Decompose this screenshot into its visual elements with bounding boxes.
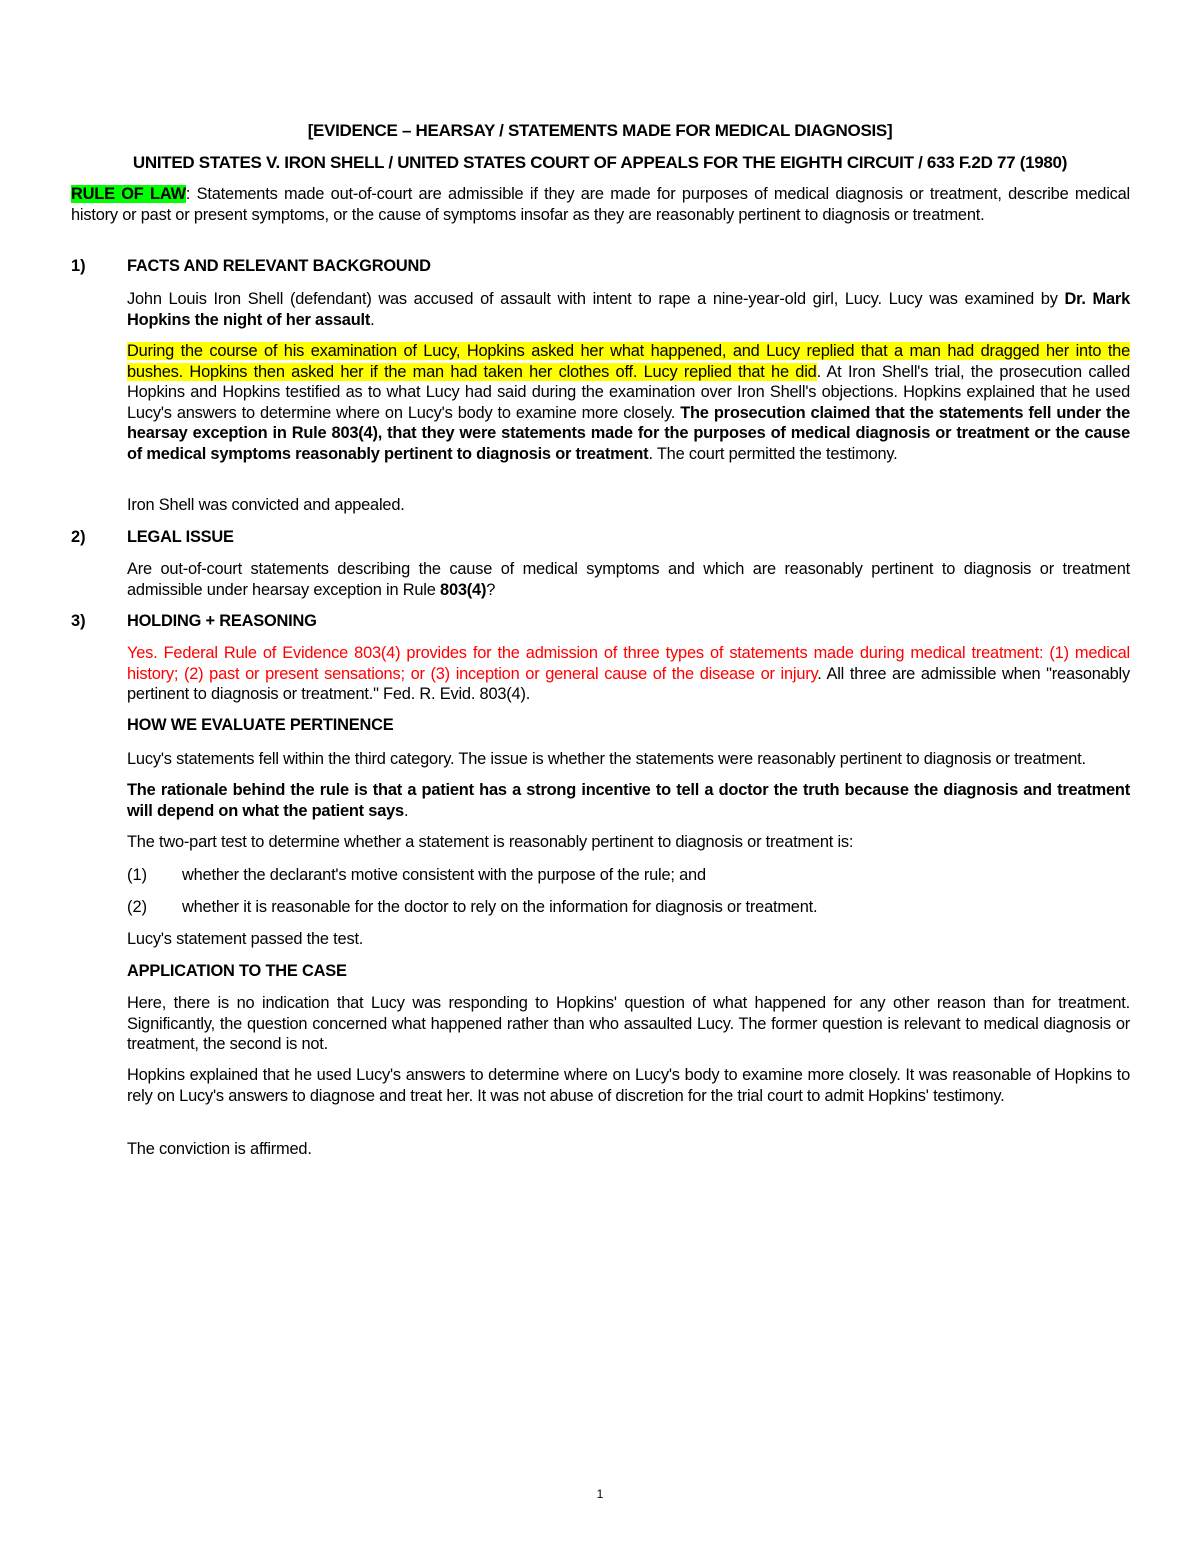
issue-end: ? [486,580,496,599]
facts-paragraph-1 [127,289,1130,330]
section-number-facts: 1) [71,257,86,275]
facts-p2-end: . The court permitted the testimony. [648,444,898,463]
issue-text: Are out-of-court statements describing the cause of medical symptoms and which are reasonably pertinent to diagnosis or treatment admissible under hearsay exception in Rule [127,560,1130,599]
document-topic: [EVIDENCE – HEARSAY / STATEMENTS MADE FOR MEDICAL DIAGNOSIS] [307,121,893,140]
section-number-issue: 2) [71,528,86,546]
subheading-application: APPLICATION TO THE CASE [127,962,347,980]
facts-p1-text: John Louis Iron Shell (defendant) was accused of assault with intent to rape a nine-year-old girl, Lucy. Lucy was examined by [127,290,1065,308]
issue-bold: 803(4) [440,580,487,599]
facts-paragraph-2 [127,341,1130,464]
facts-paragraph-3: Iron Shell was convicted and appealed. [127,496,405,514]
pertinence-paragraph-4: Lucy's statement passed the test. [127,930,364,948]
section-heading-facts: FACTS AND RELEVANT BACKGROUND [127,257,431,275]
page-number: 1 [596,1487,604,1501]
pertinence-paragraph-1: Lucy's statements fell within the third category. The issue is whether the statements were reasonably pertinent to diagnosis or treatment. [127,750,1086,768]
list-item-number: (2) [127,898,148,916]
case-caption: UNITED STATES V. IRON SHELL / UNITED STATES COURT OF APPEALS FOR THE EIGHTH CIRCUIT / 633 F.2D 77 (1980) [132,153,1068,172]
rule-of-law-text: : Statements made out-of-court are admissible if they are made for purposes of medical diagnosis or treatment, describe medical history or past or present symptoms, or the cause of symptoms insofar as they are reasonably pertinent to diagnosis or treatment. [71,185,1130,224]
pertinence-rationale-end: . [403,801,409,820]
application-paragraph-2: Hopkins explained that he used Lucy's answers to determine where on Lucy's body to examine more closely. It was reasonable of Hopkins to rely on Lucy's answers to diagnose and treat her. It was not abuse of discretion for the trial court to admit Hopkins' testimony. [127,1066,1130,1105]
list-item-text: whether it is reasonable for the doctor to rely on the information for diagnosis or treatment. [182,898,818,916]
facts-p1-bold: Dr. Mark Hopkins the night of her assault [127,290,1130,329]
application-paragraph-3: The conviction is affirmed. [127,1140,312,1158]
facts-p2-highlight: During the course of his examination of Lucy, Hopkins asked her what happened, and Lucy replied that a man had dragged her into the bushes. Hopkins then asked her if the man had taken her clothes off. Lucy replied that he did [127,342,1130,381]
facts-p1-end: . [370,310,375,329]
list-item-number: (1) [127,866,148,884]
section-number-holding: 3) [71,612,86,630]
facts-p2-bold: The prosecution claimed that the statements fell under the hearsay exception in Rule 803(4), that they were statements made for the purposes of medical diagnosis or treatment or the cause of medical symptoms reasonably pertinent to diagnosis or treatment [127,403,1130,463]
pertinence-rationale-bold: The rationale behind the rule is that a patient has a strong incentive to tell a doctor the truth because the diagnosis and treatment will depend on what the patient says [127,781,1130,820]
issue-paragraph [127,559,1130,600]
pertinence-paragraph-2 [127,780,1130,821]
holding-text: . All three are admissible when "reasonably pertinent to diagnosis or treatment." Fed. R. Evid. 803(4). [127,664,1130,703]
facts-p2-text: . At Iron Shell's trial, the prosecution called Hopkins and Hopkins testified as to what Lucy had said during the examination over Iron Shell's objections. Hopkins explained that he used Lucy's answers to determine where on Lucy's body to examine more closely. [127,362,1130,422]
application-paragraph-1: Here, there is no indication that Lucy was responding to Hopkins' question of what happened for any other reason than for treatment. Significantly, the question concerned what happened rather than who assaulted Lucy. The former question is relevant to medical diagnosis or treatment, the second is not. [127,994,1130,1053]
holding-paragraph [127,643,1130,705]
holding-red-text: Yes. Federal Rule of Evidence 803(4) provides for the admission of three types of statements made during medical treatment: (1) medical history; (2) past or present sensations; or (3) inception or general cause of the disease or injury [127,644,1130,683]
subheading-pertinence: HOW WE EVALUATE PERTINENCE [127,716,394,734]
rule-of-law-label: RULE OF LAW [71,185,186,203]
pertinence-paragraph-3: The two-part test to determine whether a statement is reasonably pertinent to diagnosis or treatment is: [127,833,854,851]
section-heading-holding: HOLDING + REASONING [127,612,317,630]
section-heading-issue: LEGAL ISSUE [127,528,234,546]
rule-of-law-paragraph [71,184,1130,225]
list-item-text: whether the declarant's motive consistent with the purpose of the rule; and [182,866,706,884]
